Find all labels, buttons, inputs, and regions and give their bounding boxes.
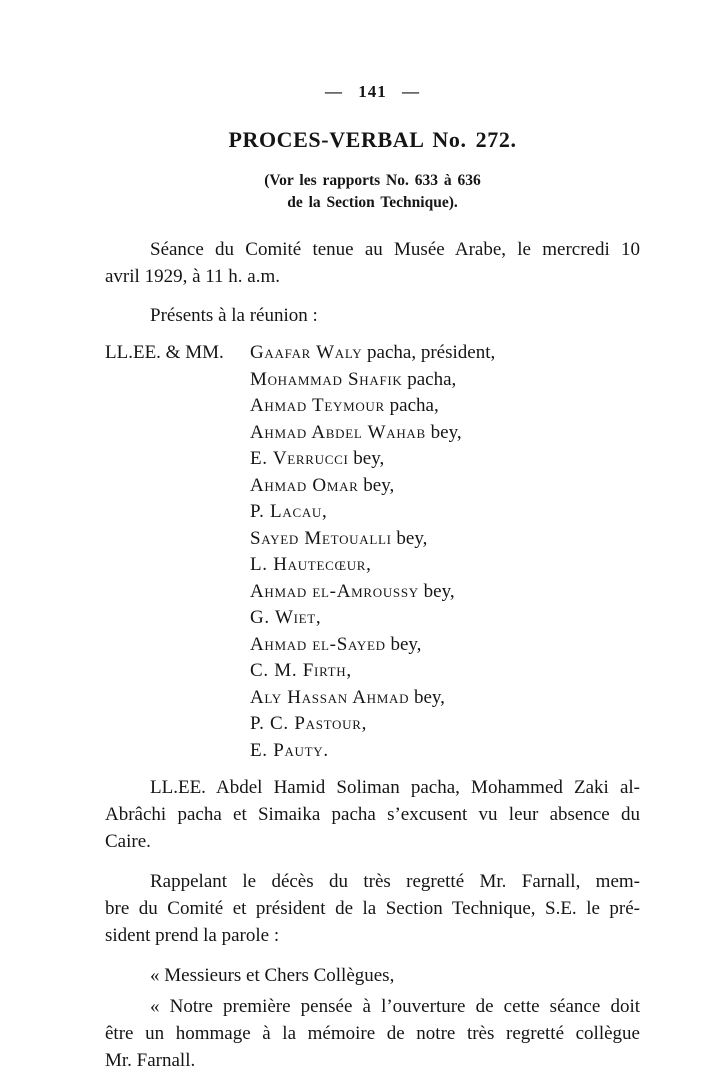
text-line: Abrâchi pacha et Simaika pacha s’excusent vu leur absence du bbox=[105, 804, 640, 825]
paragraph-presents bbox=[105, 302, 640, 329]
text-line: bre du Comité et président de la Section Technique, S.E. le pré- bbox=[105, 898, 640, 919]
attendee-row bbox=[250, 526, 640, 553]
attendee-row bbox=[250, 685, 640, 712]
quote-salutation bbox=[105, 962, 640, 989]
attendee-name: Sayed Metoualli bbox=[250, 527, 392, 549]
attendee-row bbox=[250, 738, 640, 765]
attendee-name: C. M. Firth, bbox=[250, 660, 352, 681]
text-line: sident prend la parole : bbox=[105, 925, 280, 946]
attendee-name: Gaafar Waly bbox=[250, 342, 363, 363]
attendees-prefix: LL.EE. & MM. bbox=[105, 342, 224, 363]
subtitle-line-2: de la Section Technique). bbox=[287, 194, 458, 211]
attendee-title: bey, bbox=[391, 527, 428, 549]
attendee-row bbox=[250, 499, 640, 526]
attendee-title: pacha, bbox=[384, 395, 439, 416]
attendee-title: bey, bbox=[385, 633, 422, 655]
attendee-title: bey, bbox=[409, 686, 445, 708]
attendee-row bbox=[250, 605, 640, 632]
attendee-name: Mohammad Shafik bbox=[250, 368, 403, 390]
attendee-name: E. Pauty. bbox=[250, 739, 329, 761]
text-line: être un hommage à la mémoire de notre très regretté collègue bbox=[105, 1023, 640, 1044]
attendee-row bbox=[250, 340, 640, 367]
attendee-row bbox=[250, 393, 640, 420]
quote-body bbox=[105, 993, 640, 1074]
attendee-title: pacha, président, bbox=[362, 342, 496, 363]
attendee-title: bey, bbox=[348, 448, 385, 469]
attendee-title: bey, bbox=[425, 421, 462, 443]
attendee-title: bey, bbox=[418, 580, 455, 602]
paragraph-excuses bbox=[105, 774, 640, 855]
text-line: Mr. Farnall. bbox=[105, 1050, 196, 1071]
subtitle bbox=[105, 170, 640, 214]
attendee-row bbox=[250, 711, 640, 738]
attendee-row bbox=[250, 367, 640, 394]
attendee-name: G. Wiet, bbox=[250, 607, 322, 628]
attendee-name: Ahmad Omar bbox=[250, 474, 359, 496]
text-line: Caire. bbox=[105, 831, 151, 852]
text-line: Présents à la réunion : bbox=[150, 305, 318, 326]
attendee-title: pacha, bbox=[402, 368, 457, 390]
attendee-row bbox=[250, 552, 640, 579]
attendee-row bbox=[250, 579, 640, 606]
attendee-row bbox=[250, 473, 640, 500]
paragraph-seance bbox=[105, 236, 640, 290]
attendee-name: Ahmad el-Amroussy bbox=[250, 580, 419, 602]
attendee-name: Ahmad el-Sayed bbox=[250, 633, 386, 655]
attendee-row bbox=[250, 632, 640, 659]
paragraph-rappelant bbox=[105, 868, 640, 949]
attendee-title: bey, bbox=[358, 474, 395, 496]
subtitle-line-1: (Vor les rapports No. 633 à 636 bbox=[264, 172, 481, 189]
attendees-list bbox=[105, 340, 640, 764]
attendee-name: Ahmad Teymour bbox=[250, 395, 385, 416]
text-line: « Notre première pensée à l’ouverture de cette séance doit bbox=[150, 996, 640, 1017]
attendee-name: Aly Hassan Ahmad bbox=[250, 686, 410, 708]
attendee-name: L. Hautecœur, bbox=[250, 554, 372, 575]
text-line: « Messieurs et Chers Collègues, bbox=[150, 965, 395, 986]
attendee-name: P. Lacau, bbox=[250, 501, 328, 522]
attendee-row bbox=[250, 658, 640, 685]
attendee-name: P. C. Pastour, bbox=[250, 713, 368, 734]
attendee-row bbox=[250, 420, 640, 447]
attendee-name: E. Verrucci bbox=[250, 448, 349, 469]
page-title: PROCES-VERBAL No. 272. bbox=[228, 127, 517, 152]
text-line: avril 1929, à 11 h. a.m. bbox=[105, 266, 281, 287]
page-number: — 141 — bbox=[325, 82, 420, 101]
attendee-name: Ahmad Abdel Wahab bbox=[250, 421, 426, 443]
attendee-row bbox=[250, 446, 640, 473]
text-line: Rappelant le décès du très regretté Mr. Farnall, mem- bbox=[150, 871, 640, 892]
text-line: Séance du Comité tenue au Musée Arabe, le mercredi 10 bbox=[150, 239, 640, 260]
text-line: LL.EE. Abdel Hamid Soliman pacha, Mohammed Zaki al- bbox=[150, 777, 640, 798]
